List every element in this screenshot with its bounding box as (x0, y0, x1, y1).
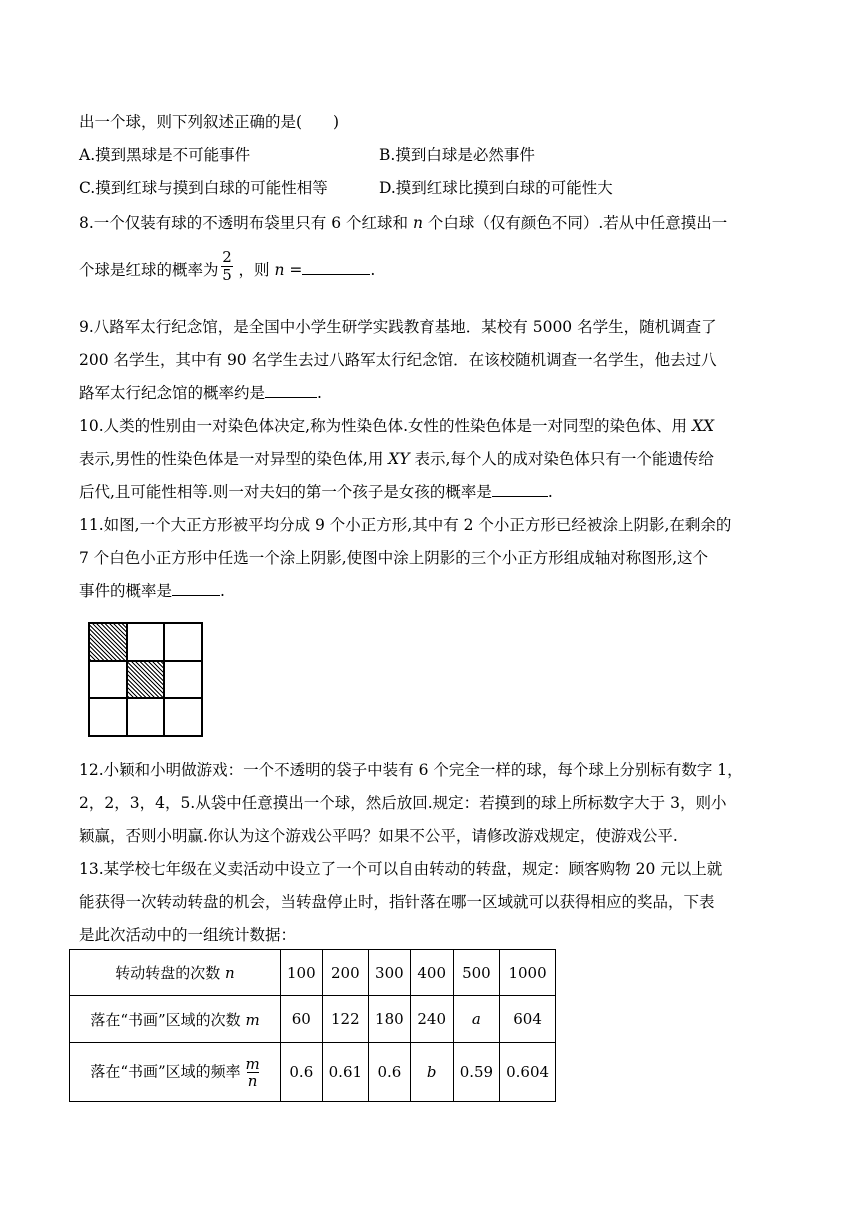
table-cell: 180 (369, 996, 411, 1043)
q10-line-3: 后代,且可能性相等.则一对夫妇的第一个孩子是女孩的概率是 . (79, 483, 553, 501)
q10-answer-blank (492, 482, 548, 497)
grid-cell (127, 623, 165, 661)
grid-cell (127, 698, 165, 736)
q8-fraction: 2 5 (222, 248, 232, 284)
q13-line-2: 能获得一次转动转盘的机会，当转盘停止时，指针落在哪一区域就可以获得相应的奖品，下表 (79, 893, 715, 911)
nine-square-figure (88, 622, 203, 737)
table-cell: b (410, 1043, 453, 1102)
table-cell: 200 (322, 950, 368, 996)
grid-cell-shaded (89, 623, 127, 661)
row-label-frequency: 落在“书画”区域的频率 $\frac{m}{n}$ (70, 1043, 281, 1102)
q12-line-1: 12.小颖和小明做游戏：一个不透明的袋子中装有 6 个完全一样的球，每个球上分别标有数字 1， (79, 761, 743, 779)
grid-cell-shaded (127, 661, 165, 699)
spinner-statistics-table (69, 949, 556, 1102)
table-cell: 300 (369, 950, 411, 996)
table-cell: 100 (281, 950, 323, 996)
table-cell: 1000 (500, 950, 556, 996)
table-cell: 122 (322, 996, 368, 1043)
q13-line-1: 13.某学校七年级在义卖活动中设立了一个可以自由转动的转盘，规定：顾客购物 20 元以上就 (79, 860, 723, 878)
q11-line-1: 11.如图,一个大正方形被平均分成 9 个小正方形,其中有 2 个小正方形已经被涂上阴影,在剩余的 (79, 516, 732, 534)
table-cell: 0.6 (369, 1043, 411, 1102)
table-cell: 0.6 (281, 1043, 323, 1102)
table-cell: 0.61 (322, 1043, 368, 1102)
frequency-fraction: $\frac{m}{n}$ (245, 1054, 260, 1090)
table-cell: 0.604 (500, 1043, 556, 1102)
q9-line-1: 9.八路军太行纪念馆，是全国中小学生研学实践教育基地．某校有 5000 名学生，随机调查了 (79, 318, 717, 336)
grid-cell (164, 623, 202, 661)
table-cell: 400 (410, 950, 453, 996)
table-cell: 60 (281, 996, 323, 1043)
table-cell: a (453, 996, 499, 1043)
table-cell: 604 (500, 996, 556, 1043)
table-row (70, 996, 556, 1043)
q9-answer-blank (265, 383, 317, 398)
q9-line-3: 路军太行纪念馆的概率约是 . (79, 384, 322, 402)
table-cell: 0.59 (453, 1043, 499, 1102)
q10-line-2: 表示,男性的性染色体是一对异型的染色体,用 XY 表示,每个人的成对染色体只有一个能遗传给 (79, 450, 714, 468)
q13-line-3: 是此次活动中的一组统计数据： (79, 926, 297, 944)
q7-option-b: B.摸到白球是必然事件 (379, 146, 535, 164)
q10-line-1: 10.人类的性别由一对染色体决定,称为性染色体.女性的性染色体是一对同型的染色体、用 XX (79, 417, 715, 435)
grid-cell (89, 661, 127, 699)
q8-answer-blank (302, 260, 370, 275)
table-row (70, 950, 556, 996)
q9-line-2: 200 名学生，其中有 90 名学生去过八路军太行纪念馆．在该校随机调查一名学生，他去过八 (79, 351, 717, 369)
q7-option-d: D.摸到红球比摸到白球的可能性大 (379, 179, 613, 197)
q8-line-2: 个球是红球的概率为 ，则 n = . (79, 261, 376, 279)
grid-cell (164, 661, 202, 699)
q11-line-3: 事件的概率是 . (79, 582, 225, 600)
q11-line-2: 7 个白色小正方形中任选一个涂上阴影,使图中涂上阴影的三个小正方形组成轴对称图形,这个 (79, 549, 709, 567)
row-label-spins: 转动转盘的次数 n (70, 950, 281, 996)
q7-stem: 出一个球，则下列叙述正确的是( ) (79, 113, 340, 131)
table-row (70, 1043, 556, 1102)
grid-cell (89, 698, 127, 736)
row-label-count: 落在“书画”区域的次数 m (70, 996, 281, 1043)
q12-line-3: 颖赢，否则小明赢.你认为这个游戏公平吗？如果不公平，请修改游戏规定，使游戏公平. (79, 827, 678, 845)
grid-cell (164, 698, 202, 736)
table-cell: 500 (453, 950, 499, 996)
q7-option-c: C.摸到红球与摸到白球的可能性相等 (79, 179, 328, 197)
q7-option-a: A.摸到黑球是不可能事件 (79, 146, 251, 164)
q11-answer-blank (172, 581, 220, 596)
q12-line-2: 2，2，3，4，5.从袋中任意摸出一个球，然后放回.规定：若摸到的球上所标数字大于 3，则小 (79, 794, 727, 812)
q8-line-1: 8.一个仅装有球的不透明布袋里只有 6 个红球和 n 个白球（仅有颜色不同）.若从中任意摸出一 (79, 214, 728, 232)
table-cell: 240 (410, 996, 453, 1043)
